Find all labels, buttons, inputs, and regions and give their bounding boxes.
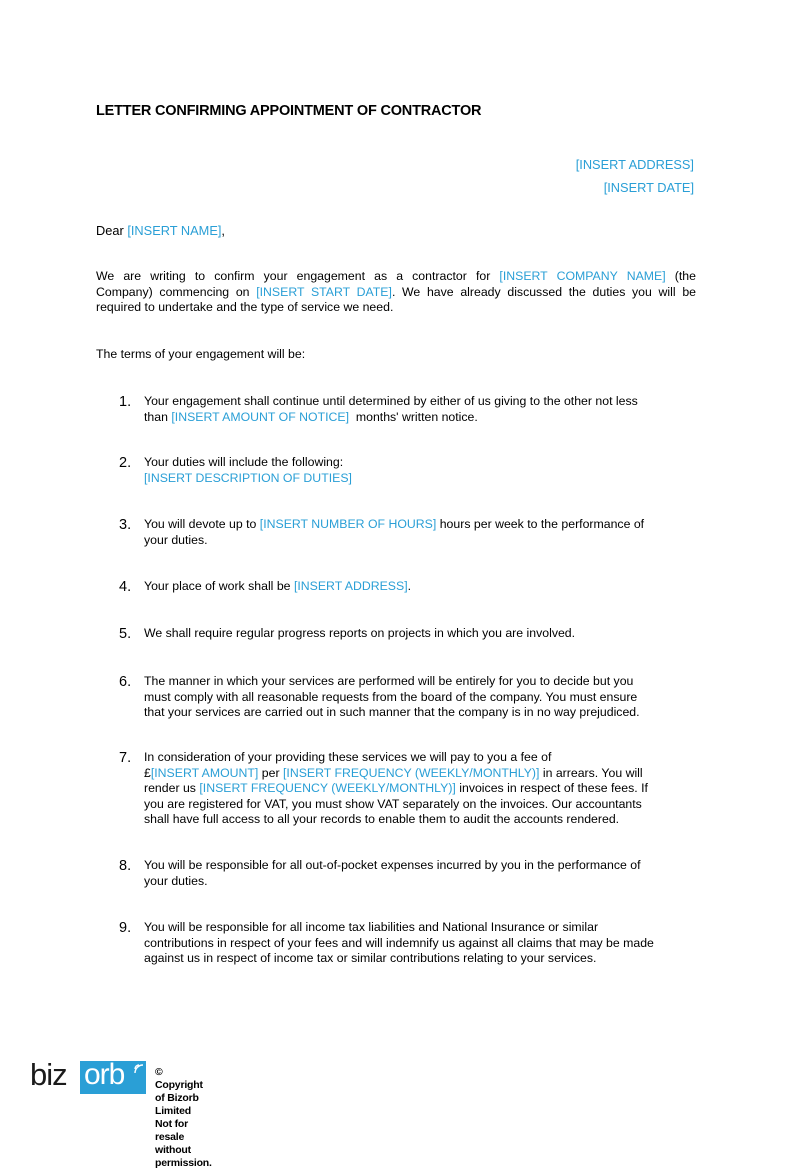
salutation-dear: Dear [96, 223, 124, 238]
intro-line [96, 285, 696, 301]
item-line [144, 517, 692, 533]
logo-orb-text: orb [84, 1058, 125, 1091]
bizorb-logo [30, 1059, 148, 1095]
frequency-placeholder: [INSERT FREQUENCY (WEEKLY/MONTHLY)] [282, 765, 540, 780]
salutation [96, 223, 225, 238]
logo-orb-box [80, 1058, 146, 1094]
intro-text: Company) commencing on [96, 284, 250, 299]
item-text: You will devote up to [144, 517, 257, 531]
amount-placeholder: [INSERT AMOUNT] [150, 765, 259, 780]
start-date-placeholder: [INSERT START DATE] [256, 284, 392, 299]
address-date-block [576, 153, 694, 199]
list-item [144, 517, 692, 548]
terms-intro: The terms of your engagement will be: [96, 347, 306, 361]
item-line: against us in respect of income tax or similar contributions relating to your services. [144, 951, 597, 965]
work-address-placeholder: [INSERT ADDRESS] [293, 579, 408, 593]
item-text: hours per week to the performance of [439, 517, 645, 531]
list-item [144, 750, 692, 828]
item-line [144, 410, 692, 426]
list-item [144, 674, 692, 721]
item-line: In consideration of your providing these services we will pay to you a fee of [144, 750, 552, 764]
list-item [144, 626, 692, 642]
item-number: 4. [119, 579, 132, 595]
item-text: invoices in respect of these fees. If [459, 781, 648, 795]
intro-text: (the [674, 269, 696, 283]
item-line [144, 766, 692, 782]
notice-placeholder: [INSERT AMOUNT OF NOTICE] [171, 409, 350, 424]
name-placeholder: [INSERT NAME] [127, 223, 222, 238]
item-text: months' written notice. [355, 409, 478, 424]
item-line: that your services are carried out in such manner that the company is in no way prejudiced. [144, 705, 640, 719]
letter-title: LETTER CONFIRMING APPOINTMENT OF CONTRACTOR [96, 103, 482, 119]
item-line: you are registered for VAT, you must show VAT separately on the invoices. Our accountants [144, 796, 642, 811]
date-placeholder: [INSERT DATE] [603, 180, 694, 195]
intro-text: . We have already discussed the duties you will be [391, 284, 697, 299]
item-line: The manner in which your services are performed will be entirely for you to decide but you [144, 674, 634, 688]
item-line: your duties. [144, 873, 208, 888]
item-line: Your duties will include the following: [144, 455, 344, 469]
item-line: contributions in respect of your fees and will indemnify us against all claims that may be made [144, 935, 654, 950]
item-line [144, 781, 692, 797]
list-item [144, 455, 692, 486]
item-line: We shall require regular progress reports on projects in which you are involved. [144, 626, 576, 640]
item-line: You will be responsible for all income tax liabilities and National Insurance or similar [144, 920, 599, 934]
item-text: per [261, 765, 280, 780]
intro-line [96, 269, 696, 285]
list-item [144, 579, 692, 595]
item-text: than [144, 409, 168, 424]
item-number: 6. [119, 674, 132, 690]
intro-line: required to undertake and the type of service we need. [96, 300, 394, 314]
list-item [144, 394, 692, 425]
copyright-notice [155, 1066, 212, 1170]
hours-placeholder: [INSERT NUMBER OF HOURS] [259, 517, 437, 531]
item-number: 2. [119, 455, 132, 471]
duties-placeholder: [INSERT DESCRIPTION OF DUTIES] [144, 470, 352, 485]
item-text: Your place of work shall be [144, 579, 291, 593]
list-item [144, 920, 692, 967]
resale-line: Not for resale without permission. [155, 1118, 212, 1169]
pound-sign: £ [144, 765, 151, 780]
copyright-line: © Copyright of Bizorb Limited [155, 1066, 203, 1117]
item-line: Your engagement shall continue until determined by either of us giving to the other not less [144, 394, 638, 408]
intro-text: We are writing to confirm your engagement as a contractor for [96, 269, 491, 283]
company-placeholder: [INSERT COMPANY NAME] [499, 269, 666, 283]
item-number: 1. [119, 394, 132, 410]
item-number: 5. [119, 626, 132, 642]
logo-biz-text: biz [30, 1057, 67, 1092]
item-number: 9. [119, 920, 132, 936]
item-text: . [407, 579, 412, 593]
item-line: your duties. [144, 532, 208, 547]
item-line: shall have full access to all your records to enable them to audit the accounts rendered. [144, 812, 620, 826]
item-line: must comply with all reasonable requests from the board of the company. You must ensure [144, 689, 638, 704]
item-text: render us [144, 781, 196, 795]
list-item [144, 858, 692, 889]
item-text: in arrears. You will [542, 765, 643, 780]
item-line: You will be responsible for all out-of-pocket expenses incurred by you in the performance of [144, 858, 641, 872]
intro-paragraph [96, 269, 696, 316]
item-line [144, 579, 692, 595]
salutation-comma: , [221, 223, 225, 238]
signal-icon [133, 1063, 145, 1075]
frequency-placeholder: [INSERT FREQUENCY (WEEKLY/MONTHLY)] [199, 781, 456, 795]
item-number: 3. [119, 517, 132, 533]
item-number: 7. [119, 750, 132, 766]
item-number: 8. [119, 858, 132, 874]
address-placeholder: [INSERT ADDRESS] [575, 157, 694, 172]
